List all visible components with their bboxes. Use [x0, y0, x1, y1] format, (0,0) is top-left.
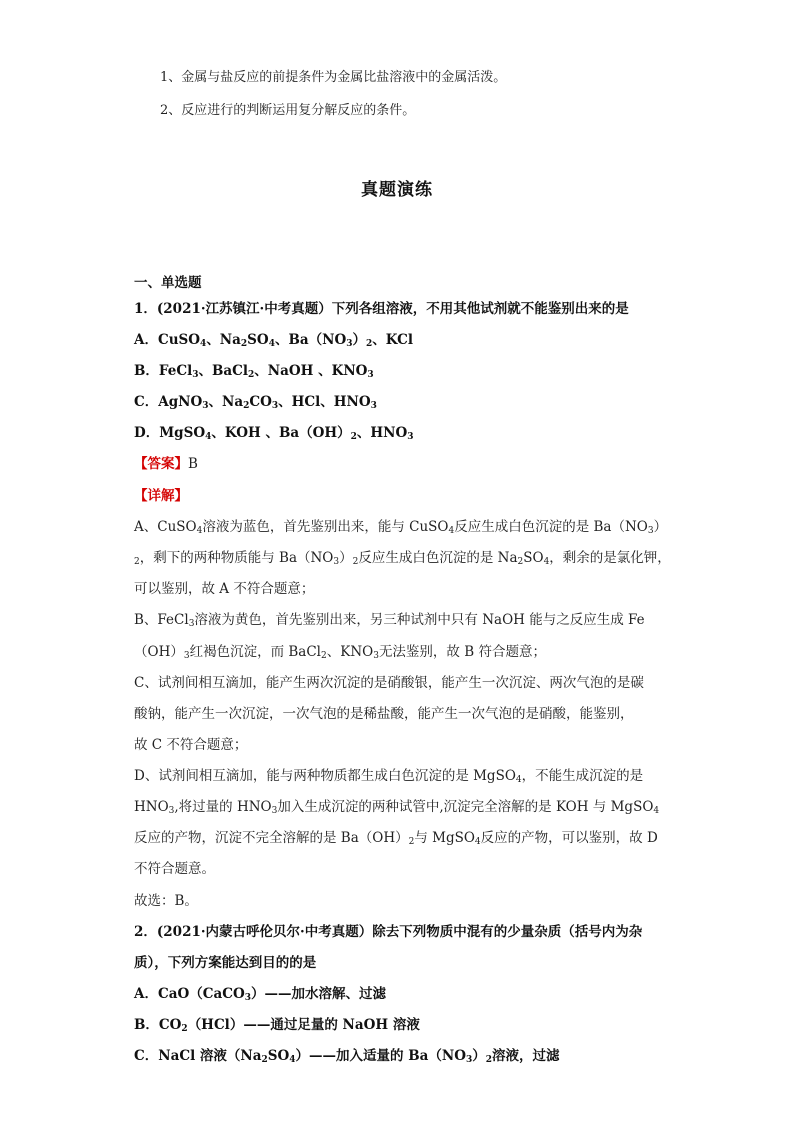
- q1-explain-line-2: $_2$，剩下的两种物质能与 $Ba(NO_3)_2$反应生成白色沉淀的是 $Na_2SO_4$，剩余的是氯化钾，: [134, 550, 671, 567]
- q1-explain-line-11: 反应的产物，沉淀不完全溶解的是 $Ba(OH)_2$与 MgSO$_4$反应的产物，可以鉴别，故 D: [134, 830, 658, 847]
- question-type-heading: 一、单选题: [134, 275, 202, 291]
- q1-explain-line-1: A、CuSO$_4$溶液为蓝色，首先鉴别出来，能与 CuSO$_4$反应生成白色沉淀的是 $Ba(NO_3)$: [134, 519, 668, 536]
- q1-explain-tag: 【详解】: [134, 488, 188, 504]
- q1-explain-line-8: 故 C 不符合题意；: [134, 737, 248, 753]
- note-1: 1、金属与盐反应的前提条件为金属比盐溶液中的金属活泼。: [160, 70, 507, 85]
- q2-option-a: A．CaO（CaCO$_3$）——加水溶解、过滤: [134, 986, 386, 1003]
- q1-explain-line-3: 可以鉴别，故 A 不符合题意；: [134, 581, 315, 597]
- q1-explain-line-12: 不符合题意。: [134, 861, 215, 877]
- q1-option-a: A．CuSO$_4$、$Na_2SO_4$、$Ba(NO_3)_2$、KCl: [134, 332, 413, 349]
- q2-stem-line-1: 2．(2021·内蒙古呼伦贝尔·中考真题）除去下列物质中混有的少量杂质（括号内为杂: [134, 924, 643, 940]
- q2-option-c: C．NaCl 溶液$(Na_2SO_4)——$加入适量的 $Ba(NO_3)_2$溶液，过滤: [134, 1048, 560, 1065]
- section-title: 真题演练: [361, 180, 433, 200]
- q1-stem: 1．(2021·江苏镇江·中考真题）下列各组溶液，不用其他试剂就不能鉴别出来的是: [134, 301, 629, 317]
- q1-option-b: B．FeCl$_3$、BaCl$_2$、NaOH 、$KNO_3$: [134, 363, 374, 380]
- q1-conclusion: 故选：B。: [134, 893, 198, 909]
- q1-explain-line-6: C、试剂间相互滴加，能产生两次沉淀的是硝酸银，能产生一次沉淀、两次气泡的是碳: [134, 675, 644, 691]
- q1-explain-line-7: 酸钠，能产生一次沉淀，一次气泡的是稀盐酸，能产生一次气泡的是硝酸，能鉴别，: [134, 706, 634, 722]
- q1-answer: [134, 452, 198, 472]
- answer-tag: 【答案】: [134, 456, 188, 472]
- q1-option-d: D．MgSO$_4$、KOH 、$Ba(OH)_2$、$HNO_3$: [134, 425, 414, 442]
- q2-option-b: B．$CO_2(HCl)——$通过足量的 NaOH 溶液: [134, 1017, 420, 1034]
- q2-stem-line-2: 质），下列方案能达到目的的是: [134, 955, 317, 971]
- q1-explain-line-4: B、FeCl$_3$溶液为黄色，首先鉴别出来，另三种试剂中只有 NaOH 能与之反应生成 Fe: [134, 612, 645, 629]
- q1-explain-line-5: $(OH)_3$红褐色沉淀，而 BaCl$_2$、$KNO_3$无法鉴别，故 B 符合题意；: [134, 644, 546, 661]
- q1-explain-line-10: $HNO_3$,将过量的 $HNO_3$加入生成沉淀的两种试管中,沉淀完全溶解的是 KOH 与 MgSO$_4$: [134, 799, 660, 816]
- q1-explain-line-9: D、试剂间相互滴加，能与两种物质都生成白色沉淀的是 MgSO$_4$，不能生成沉淀的是: [134, 768, 644, 785]
- answer-value: B: [188, 456, 198, 472]
- q1-option-c: C．AgNO$_3$、$Na_2CO_3$、HCl、$HNO_3$: [134, 394, 377, 411]
- note-2: 2、反应进行的判断运用复分解反应的条件。: [160, 103, 416, 118]
